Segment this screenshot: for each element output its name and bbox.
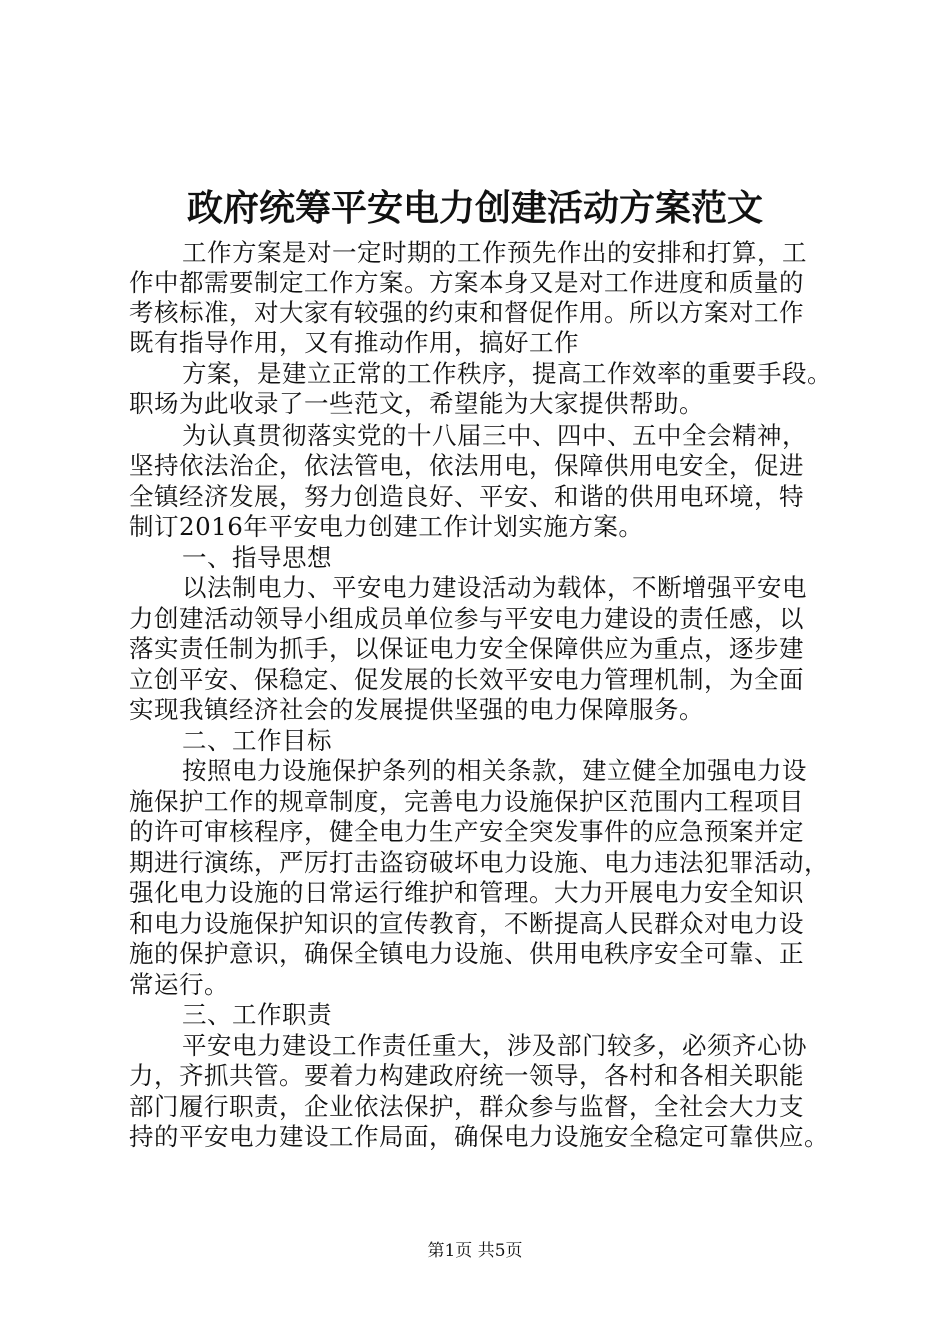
paragraph-line: 既有指导作用，又有推动作用，搞好工作 [129, 328, 579, 357]
paragraph-line: 常运行。 [129, 970, 229, 999]
paragraph-line: 考核标准，对大家有较强的约束和督促作用。所以方案对工作 [129, 298, 804, 327]
paragraph-line: 平安电力建设工作责任重大，涉及部门较多，必须齐心协 [182, 1031, 807, 1060]
paragraph-line: 为认真贯彻落实党的十八届三中、四中、五中全会精神， [182, 421, 807, 450]
paragraph-line: 落实责任制为抓手，以保证电力安全保障供应为重点，逐步建 [129, 634, 804, 663]
section-heading: 一、指导思想 [182, 543, 332, 572]
paragraph-line: 持的平安电力建设工作局面，确保电力设施安全稳定可靠供应。 [129, 1122, 829, 1151]
paragraph-line: 期进行演练，严厉打击盗窃破坏电力设施、电力违法犯罪活动， [129, 848, 829, 877]
document-title: 政府统筹平安电力创建活动方案范文 [186, 187, 763, 229]
paragraph-line: 力，齐抓共管。要着力构建政府统一领导，各村和各相关职能 [129, 1061, 804, 1090]
paragraph-line: 全镇经济发展，努力创造良好、平安、和谐的供用电环境，特 [129, 482, 804, 511]
paragraph-line: 立创平安、保稳定、促发展的长效平安电力管理机制，为全面 [129, 665, 804, 694]
paragraph-line: 制订2016年平安电力创建工作计划实施方案。 [129, 512, 644, 541]
paragraph-line: 强化电力设施的日常运行维护和管理。大力开展电力安全知识 [129, 878, 804, 907]
paragraph-line: 力创建活动领导小组成员单位参与平安电力建设的责任感，以 [129, 604, 804, 633]
paragraph-line: 施的保护意识，确保全镇电力设施、供用电秩序安全可靠、正 [129, 939, 804, 968]
paragraph-line: 职场为此收录了一些范文，希望能为大家提供帮助。 [129, 389, 704, 418]
paragraph-line: 的许可审核程序，健全电力生产安全突发事件的应急预案并定 [129, 817, 804, 846]
page-footer: 第1页 共5页 [427, 1241, 523, 1261]
paragraph-line: 坚持依法治企，依法管电，依法用电，保障供用电安全，促进 [129, 451, 804, 480]
paragraph-line: 按照电力设施保护条列的相关条款，建立健全加强电力设 [182, 756, 807, 785]
paragraph-line: 和电力设施保护知识的宣传教育，不断提高人民群众对电力设 [129, 909, 804, 938]
paragraph-line: 以法制电力、平安电力建设活动为载体，不断增强平安电 [182, 573, 807, 602]
paragraph-line: 作中都需要制定工作方案。方案本身又是对工作进度和质量的 [129, 268, 804, 297]
section-heading: 三、工作职责 [182, 1000, 332, 1029]
section-heading: 二、工作目标 [182, 726, 332, 755]
paragraph-line: 部门履行职责，企业依法保护，群众参与监督，全社会大力支 [129, 1092, 804, 1121]
paragraph-line: 方案，是建立正常的工作秩序，提高工作效率的重要手段。 [182, 359, 832, 388]
paragraph-line: 实现我镇经济社会的发展提供坚强的电力保障服务。 [129, 695, 704, 724]
paragraph-line: 施保护工作的规章制度，完善电力设施保护区范围内工程项目 [129, 787, 804, 816]
paragraph-line: 工作方案是对一定时期的工作预先作出的安排和打算，工 [182, 238, 807, 267]
